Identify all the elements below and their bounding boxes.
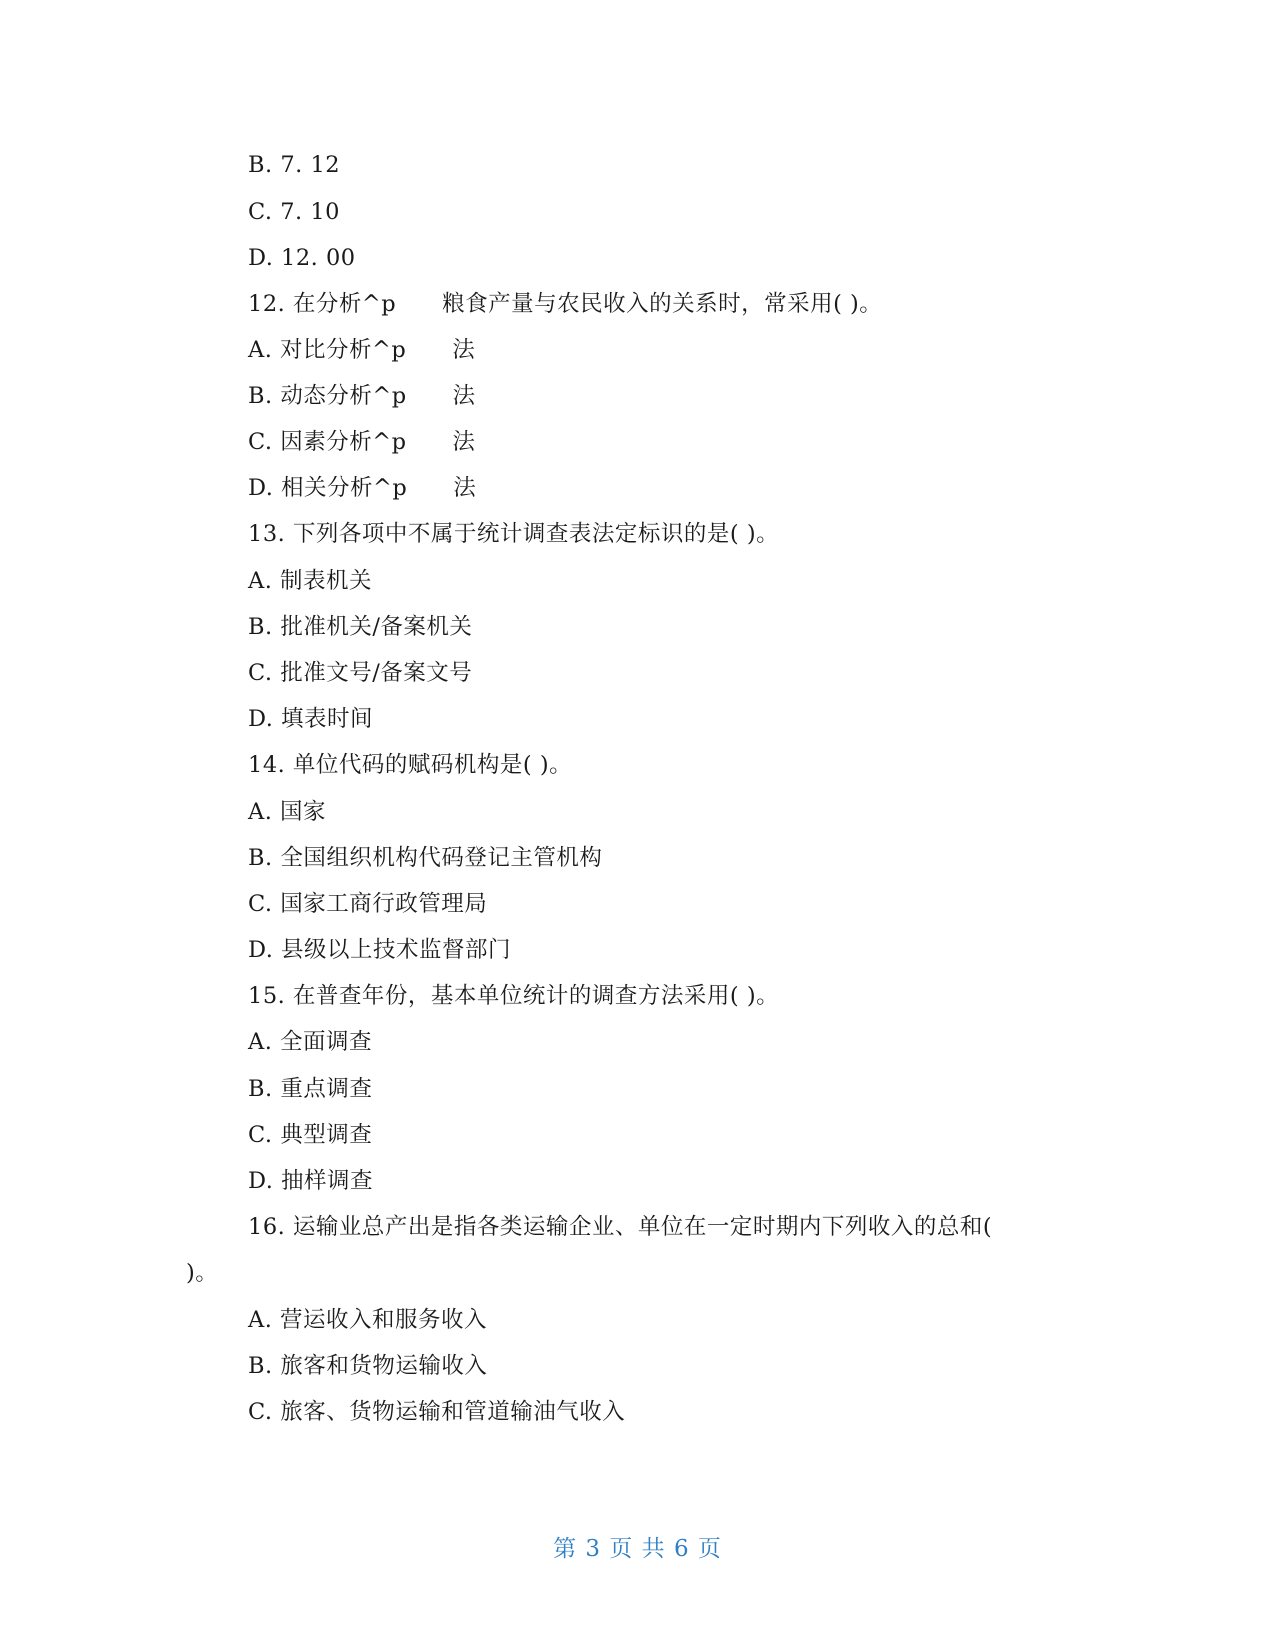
page-footer bbox=[0, 1534, 1275, 1564]
question-15: 15. 在普查年份，基本单位统计的调查方法采用( )。 bbox=[248, 983, 780, 1009]
question-14: 14. 单位代码的赋码机构是( )。 bbox=[248, 752, 573, 778]
option-c-q11: C. 7. 10 bbox=[248, 199, 340, 225]
option-b-q14: B. 全国组织机构代码登记主管机构 bbox=[248, 845, 603, 871]
option-c-q13: C. 批准文号/备案文号 bbox=[248, 660, 473, 686]
option-b-q11: B. 7. 12 bbox=[248, 152, 341, 178]
option-d-q14: D. 县级以上技术监督部门 bbox=[248, 937, 512, 963]
option-d-q12: D. 相关分析^p 法 bbox=[248, 475, 477, 501]
option-a-q14: A. 国家 bbox=[248, 799, 327, 825]
option-a-q12: A. 对比分析^p 法 bbox=[248, 337, 476, 363]
option-d-q11: D. 12. 00 bbox=[248, 245, 356, 271]
option-b-q12: B. 动态分析^p 法 bbox=[248, 383, 476, 409]
option-b-q15: B. 重点调查 bbox=[248, 1076, 373, 1102]
option-a-q13: A. 制表机关 bbox=[248, 568, 373, 594]
option-b-q16: B. 旅客和货物运输收入 bbox=[248, 1353, 488, 1379]
question-13: 13. 下列各项中不属于统计调查表法定标识的是( )。 bbox=[248, 521, 780, 547]
option-c-q15: C. 典型调查 bbox=[248, 1122, 373, 1148]
question-16: 16. 运输业总产出是指各类运输企业、单位在一定时期内下列收入的总和( bbox=[248, 1214, 993, 1240]
option-d-q13: D. 填表时间 bbox=[248, 706, 374, 732]
option-c-q14: C. 国家工商行政管理局 bbox=[248, 891, 488, 917]
option-b-q13: B. 批准机关/备案机关 bbox=[248, 614, 473, 640]
option-d-q15: D. 抽样调查 bbox=[248, 1168, 374, 1194]
question-16-continuation: )。 bbox=[186, 1260, 219, 1286]
page-number: 第 3 页 共 6 页 bbox=[553, 1536, 722, 1562]
option-a-q15: A. 全面调查 bbox=[248, 1029, 373, 1055]
question-12: 12. 在分析^p 粮食产量与农民收入的关系时，常采用( )。 bbox=[248, 291, 883, 317]
option-c-q16: C. 旅客、货物运输和管道输油气收入 bbox=[248, 1399, 626, 1425]
option-a-q16: A. 营运收入和服务收入 bbox=[248, 1307, 488, 1333]
option-c-q12: C. 因素分析^p 法 bbox=[248, 429, 476, 455]
